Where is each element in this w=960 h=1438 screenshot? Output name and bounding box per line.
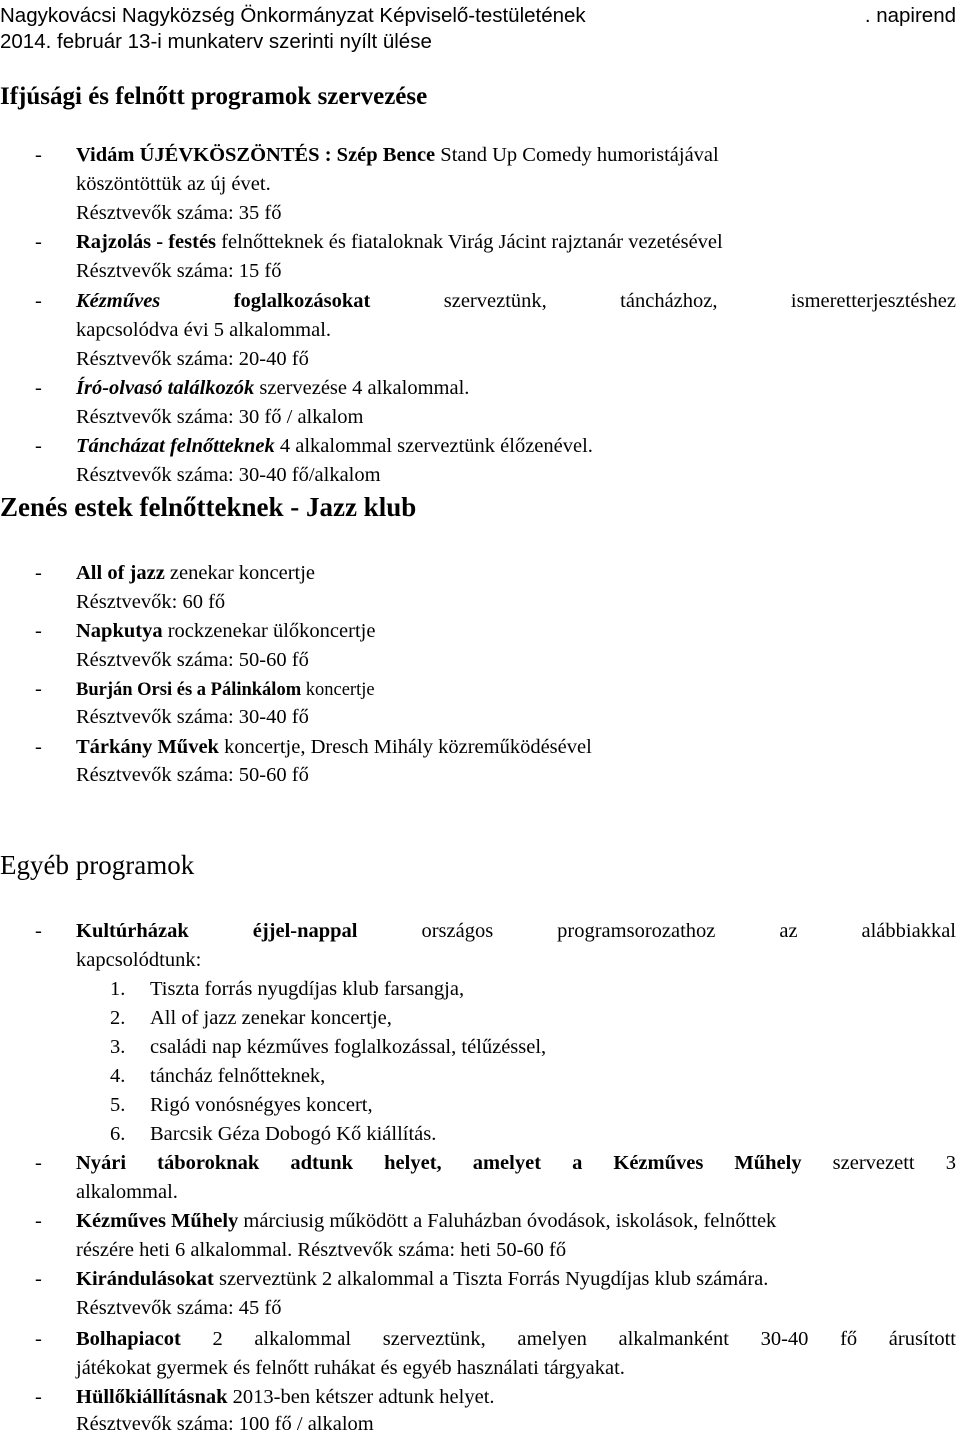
list-dash: - — [35, 290, 42, 312]
item-bold: All of jazz — [76, 562, 165, 584]
list-dash: - — [35, 736, 42, 758]
item-text: Stand Up Comedy humoristájával — [435, 144, 719, 166]
item-bold: helyet, — [384, 1152, 442, 1174]
list-item-napkutya — [76, 617, 375, 645]
item-text: koncertje — [301, 680, 375, 700]
participants: Résztvevők száma: 30-40 fő — [76, 706, 309, 728]
item-word: szervezett — [832, 1152, 915, 1174]
item-word: 2 — [212, 1328, 223, 1350]
item-continuation: játékokat gyermek és felnőtt ruhákat és egyéb használati tárgyakat. — [76, 1357, 625, 1379]
list-dash: - — [35, 377, 42, 399]
item-text: szervezése 4 alkalommal. — [254, 377, 470, 399]
header-line-2: 2014. február 13-i munkaterv szerinti nyílt ülése — [0, 30, 432, 53]
item-continuation: kapcsolódva évi 5 alkalommal. — [76, 319, 332, 341]
item-word: 3 — [945, 1152, 956, 1174]
participants: Résztvevők száma: 15 fő — [76, 260, 282, 282]
item-bold: Rajzolás - festés — [76, 231, 217, 253]
numbered-item-number: 6. — [110, 1123, 126, 1145]
item-bold: Tárkány Művek — [76, 736, 219, 758]
item-bold: Műhely — [734, 1152, 802, 1174]
item-word: szerveztünk, — [382, 1328, 486, 1350]
item-text: koncertje, Dresch Mihály közreműködésével — [218, 736, 592, 758]
list-dash: - — [35, 620, 42, 642]
item-bold: adtunk — [290, 1152, 354, 1174]
numbered-item-text: táncház felnőtteknek, — [150, 1065, 326, 1087]
participants: Résztvevők száma: 50-60 fő — [76, 764, 309, 786]
list-item-reptile-exhibition — [76, 1383, 495, 1411]
numbered-item-text: családi nap kézműves foglalkozással, télűzéssel, — [150, 1036, 547, 1058]
numbered-item-number: 4. — [110, 1065, 126, 1087]
item-word: alkalmanként — [618, 1328, 729, 1350]
item-text: rockzenekar ülőkoncertje — [162, 620, 376, 642]
item-bold: Burján Orsi és a Pálinkálom — [76, 680, 302, 700]
item-bold: Kézműves Műhely — [76, 1210, 239, 1232]
participants: Résztvevők száma: 30-40 fő/alkalom — [76, 464, 381, 486]
item-word: alábbiakkal — [861, 920, 956, 942]
item-bold: Kirándulásokat — [76, 1268, 214, 1290]
item-text: 2013-ben kétszer adtunk helyet. — [227, 1386, 495, 1408]
header-agenda-label: . napirend — [864, 4, 956, 27]
item-bold: éjjel-nappal — [252, 920, 358, 942]
list-item-all-of-jazz — [76, 559, 315, 587]
item-bold: a — [572, 1152, 583, 1174]
item-continuation: kapcsolódtunk: — [76, 949, 202, 971]
list-item-culture-houses — [76, 917, 956, 945]
list-item-new-year — [76, 141, 719, 169]
participants: Résztvevők száma: 20-40 fő — [76, 348, 309, 370]
item-word: alkalommal — [254, 1328, 352, 1350]
item-word: 30-40 — [760, 1328, 809, 1350]
participants: Résztvevők száma: 50-60 fő — [76, 649, 309, 671]
participants: Résztvevők száma: 45 fő — [76, 1297, 282, 1319]
list-item-tarkany-muvek — [76, 733, 592, 761]
list-dash: - — [35, 1386, 42, 1408]
numbered-item-text: Rigó vonósnégyes koncert, — [150, 1094, 373, 1116]
item-text: 4 alkalommal szerveztünk élőzenével. — [274, 435, 593, 457]
item-bold: Bolhapiacot — [76, 1328, 181, 1350]
item-word: fő — [840, 1328, 858, 1350]
list-dash: - — [35, 1152, 42, 1174]
list-dash: - — [35, 435, 42, 457]
item-bold: Kultúrházak — [76, 920, 189, 942]
item-bold: Napkutya — [76, 620, 163, 642]
item-bold: foglalkozásokat — [233, 290, 371, 312]
item-word: amelyen — [517, 1328, 587, 1350]
participants: Résztvevők száma: 35 fő — [76, 202, 282, 224]
item-continuation: alkalommal. — [76, 1181, 178, 1203]
section-title-other-programs: Egyéb programok — [0, 850, 195, 880]
section-title-youth-adult-programs: Ifjúsági és felnőtt programok szervezése — [0, 83, 428, 110]
item-bold: táboroknak — [157, 1152, 260, 1174]
participants: Résztvevők száma: 30 fő / alkalom — [76, 406, 364, 428]
item-word: táncházhoz, — [620, 290, 718, 312]
list-item-summer-camps — [76, 1149, 956, 1177]
item-word: ismeretterjesztéshez — [790, 290, 956, 312]
item-text: márciusig működött a Faluházban óvodások, iskolások, felnőttek — [238, 1210, 777, 1232]
list-item-dance-house — [76, 432, 593, 460]
numbered-item-number: 5. — [110, 1094, 126, 1116]
item-text: szerveztünk 2 alkalommal a Tiszta Forrás Nyugdíjas klub számára. — [213, 1268, 769, 1290]
list-item-drawing — [76, 228, 723, 256]
item-continuation: részére heti 6 alkalommal. Résztvevők száma: heti 50-60 fő — [76, 1239, 567, 1261]
list-dash: - — [35, 1268, 42, 1290]
item-word: programsorozathoz — [557, 920, 716, 942]
numbered-item-text: All of jazz zenekar koncertje, — [150, 1007, 392, 1029]
item-bold: Kézműves — [76, 290, 161, 312]
list-dash: - — [35, 920, 42, 942]
list-dash: - — [35, 231, 42, 253]
item-bold: amelyet — [472, 1152, 542, 1174]
list-dash: - — [35, 144, 42, 166]
item-continuation: köszöntöttük az új évet. — [76, 173, 271, 195]
item-text: felnőtteknek és fiataloknak Virág Jácint rajztanár vezetésével — [216, 231, 723, 253]
list-item-crafts — [76, 287, 956, 315]
item-bold: Író-olvasó találkozók — [76, 377, 255, 399]
numbered-item-number: 3. — [110, 1036, 126, 1058]
item-bold: Táncházat felnőtteknek — [76, 435, 275, 457]
list-item-burjan-orsi — [76, 675, 375, 704]
item-bold: Nyári — [76, 1152, 127, 1174]
item-word: szerveztünk, — [443, 290, 547, 312]
list-dash: - — [35, 678, 42, 700]
list-dash: - — [35, 1210, 42, 1232]
list-dash: - — [35, 1328, 42, 1350]
numbered-item-text: Tiszta forrás nyugdíjas klub farsangja, — [150, 978, 465, 1000]
section-title-jazz-club: Zenés estek felnőtteknek - Jazz klub — [0, 492, 417, 522]
list-item-craft-workshop — [76, 1207, 776, 1235]
numbered-item-text: Barcsik Géza Dobogó Kő kiállítás. — [150, 1123, 437, 1145]
item-word: az — [779, 920, 798, 942]
list-item-author-meetings — [76, 374, 469, 402]
participants: Résztvevők: 60 fő — [76, 591, 226, 613]
item-bold: Vidám ÚJÉVKÖSZÖNTÉS : Szép Bence — [76, 144, 436, 166]
item-word: árusított — [888, 1328, 956, 1350]
participants: Résztvevők száma: 100 fő / alkalom — [76, 1413, 374, 1435]
header-line-1: Nagykovácsi Nagyközség Önkormányzat Képviselő-testületének — [0, 4, 586, 27]
list-item-excursions — [76, 1265, 768, 1293]
item-bold: Kézműves — [613, 1152, 704, 1174]
item-word: országos — [421, 920, 494, 942]
list-dash: - — [35, 562, 42, 584]
numbered-item-number: 2. — [110, 1007, 126, 1029]
numbered-item-number: 1. — [110, 978, 126, 1000]
list-item-flea-market — [76, 1325, 956, 1353]
item-text: zenekar koncertje — [164, 562, 316, 584]
item-bold: Hüllőkiállításnak — [76, 1386, 228, 1408]
